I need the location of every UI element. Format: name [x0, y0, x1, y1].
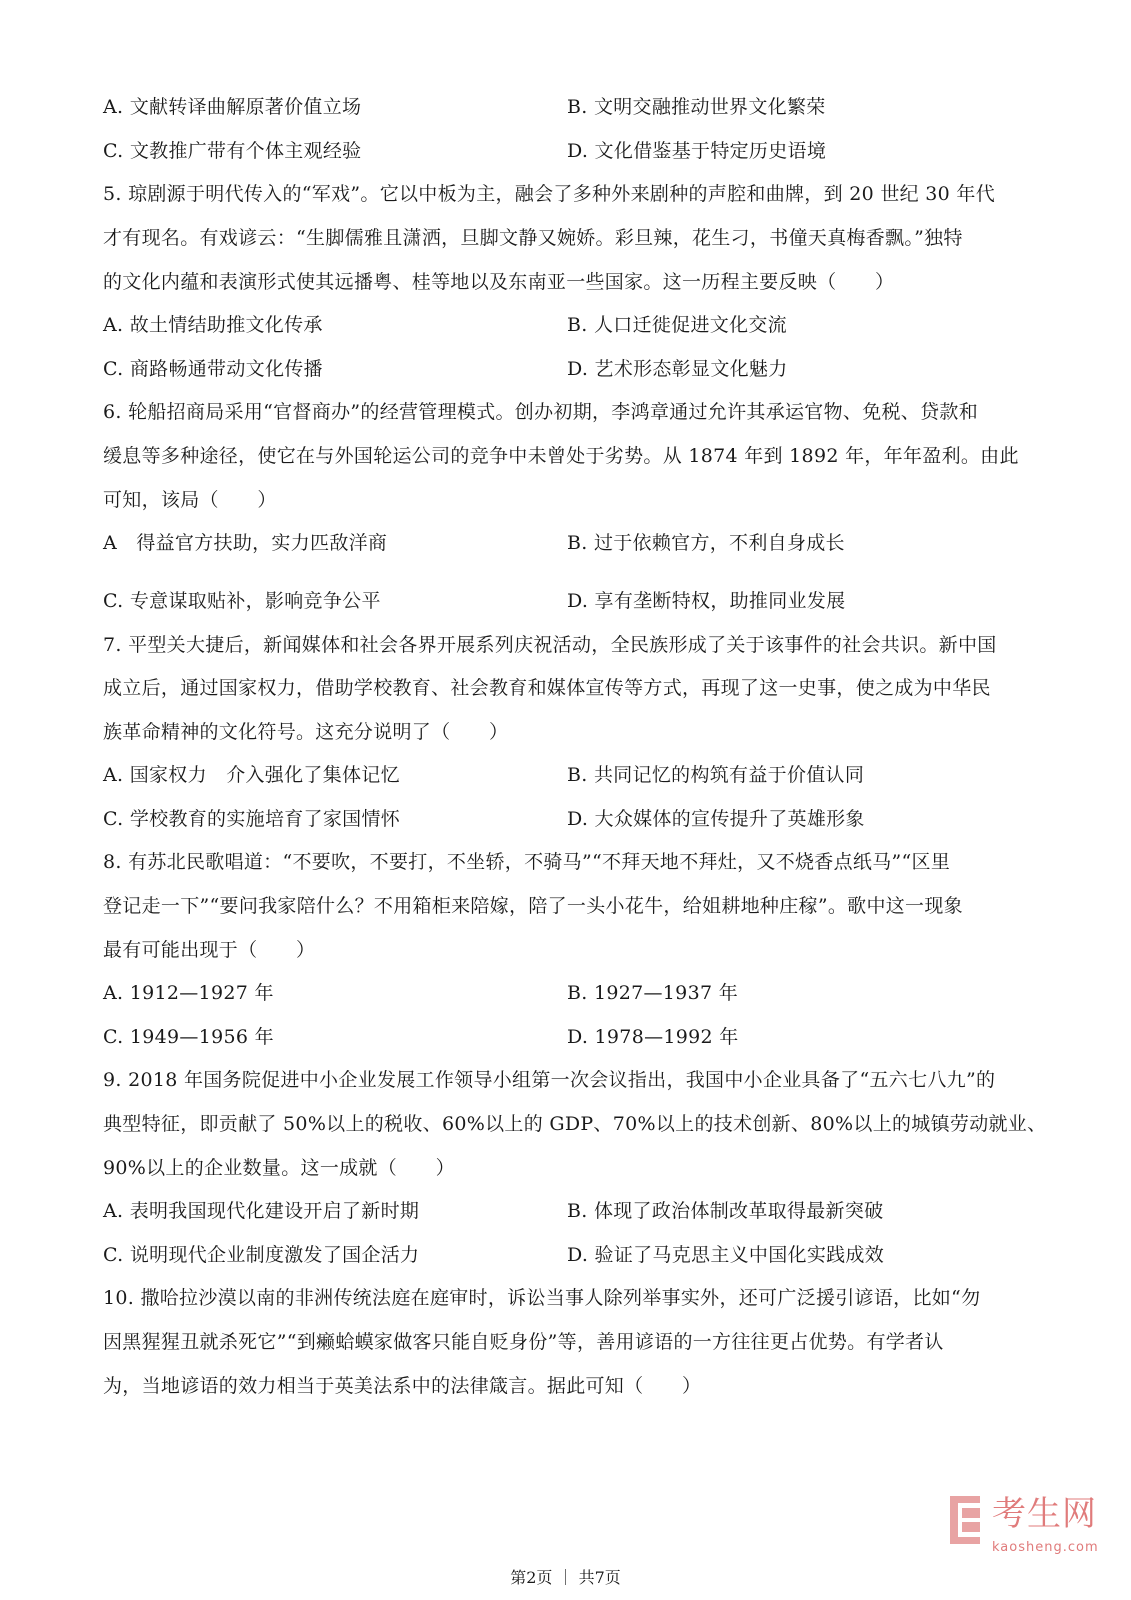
q7-option-a: A. 国家权力 介入强化了集体记忆: [103, 764, 400, 786]
q6-option-d: D. 享有垄断特权，助推同业发展: [567, 590, 846, 612]
q9-option-d: D. 验证了马克思主义中国化实践成效: [567, 1244, 885, 1266]
logo-mark-icon: [950, 1496, 986, 1544]
q5-option-d: D. 艺术形态彰显文化魅力: [567, 358, 788, 380]
q7-stem-line: 7. 平型关大捷后，新闻媒体和社会各界开展系列庆祝活动，全民族形成了关于该事件的社会共识。新中国: [103, 634, 997, 656]
q10-stem-line: 因黑猩猩丑就杀死它”“到癞蛤蟆家做客只能自贬身份”等，善用谚语的一方往往更占优势。有学者认: [103, 1331, 944, 1353]
q4-option-d: D. 文化借鉴基于特定历史语境: [567, 140, 827, 162]
q6-stem-line: 可知，该局（ ）: [103, 489, 277, 511]
q8-stem-line: 最有可能出现于（ ）: [103, 939, 316, 961]
q7-stem-line: 族革命精神的文化符号。这充分说明了（ ）: [103, 721, 509, 743]
q6-option-c: C. 专意谋取贴补，影响竞争公平: [103, 590, 381, 612]
page-footer: 第2页 ｜ 共7页: [510, 1568, 621, 1587]
q10-stem-line: 10. 撒哈拉沙漠以南的非洲传统法庭在庭审时，诉讼当事人除列举事实外，还可广泛援引谚语，比如“勿: [103, 1287, 981, 1309]
q7-option-d: D. 大众媒体的宣传提升了英雄形象: [567, 808, 865, 830]
q8-option-b: B. 1927—1937 年: [567, 982, 738, 1004]
watermark-logo: [950, 1490, 1110, 1580]
q5-option-a: A. 故土情结助推文化传承: [103, 314, 323, 336]
q9-stem-line: 9. 2018 年国务院促进中小企业发展工作领导小组第一次会议指出，我国中小企业具备了“五六七八九”的: [103, 1069, 996, 1091]
q4-option-b: B. 文明交融推动世界文化繁荣: [567, 96, 826, 118]
q8-stem-line: 登记走一下”“要问我家陪什么？不用箱柜来陪嫁，陪了一头小花牛，给姐耕地种庄稼”。歌中这一现象: [103, 895, 963, 917]
q7-stem-line: 成立后，通过国家权力，借助学校教育、社会教育和媒体宣传等方式，再现了这一史事，使之成为中华民: [103, 677, 991, 699]
q5-stem-line: 5. 琼剧源于明代传入的“军戏”。它以中板为主，融会了多种外来剧种的声腔和曲牌，到 20 世纪 30 年代: [103, 183, 996, 205]
q8-option-c: C. 1949—1956 年: [103, 1026, 274, 1048]
q9-option-b: B. 体现了政治体制改革取得最新突破: [567, 1200, 884, 1222]
watermark-domain: kaosheng.com: [992, 1540, 1099, 1555]
q6-option-a: A 得益官方扶助，实力匹敌洋商: [103, 532, 388, 554]
q9-option-a: A. 表明我国现代化建设开启了新时期: [103, 1200, 420, 1222]
q6-stem-line: 6. 轮船招商局采用“官督商办”的经营管理模式。创办初期，李鸿章通过允许其承运官物、免税、贷款和: [103, 401, 978, 423]
q7-option-b: B. 共同记忆的构筑有益于价值认同: [567, 764, 865, 786]
q8-option-d: D. 1978—1992 年: [567, 1026, 739, 1048]
q8-option-a: A. 1912—1927 年: [103, 982, 274, 1004]
q9-option-c: C. 说明现代企业制度激发了国企活力: [103, 1244, 420, 1266]
q5-option-b: B. 人口迁徙促进文化交流: [567, 314, 787, 336]
q5-stem-line: 才有现名。有戏谚云：“生脚儒雅且潇洒，旦脚文静又婉娇。彩旦辣，花生刁，书僮天真梅香飘。”独特: [103, 227, 963, 249]
q5-stem-line: 的文化内蕴和表演形式使其远播粤、桂等地以及东南亚一些国家。这一历程主要反映（ ）: [103, 271, 895, 293]
q9-stem-line: 典型特征，即贡献了 50%以上的税收、60%以上的 GDP、70%以上的技术创新、80%以上的城镇劳动就业、: [103, 1113, 1047, 1135]
q4-option-c: C. 文教推广带有个体主观经验: [103, 140, 362, 162]
q5-option-c: C. 商路畅通带动文化传播: [103, 358, 323, 380]
q7-option-c: C. 学校教育的实施培育了家国情怀: [103, 808, 401, 830]
q6-option-b: B. 过于依赖官方，不利自身成长: [567, 532, 845, 554]
q4-option-a: A. 文献转译曲解原著价值立场: [103, 96, 362, 118]
watermark-brand: 考生网: [992, 1494, 1097, 1534]
q10-stem-line: 为，当地谚语的效力相当于英美法系中的法律箴言。据此可知（ ）: [103, 1375, 702, 1397]
q6-stem-line: 缓息等多种途径，使它在与外国轮运公司的竞争中未曾处于劣势。从 1874 年到 1892 年，年年盈利。由此: [103, 445, 1019, 467]
q9-stem-line: 90%以上的企业数量。这一成就（ ）: [103, 1157, 455, 1179]
q8-stem-line: 8. 有苏北民歌唱道：“不要吹，不要打，不坐轿，不骑马”“不拜天地不拜灶，又不烧香点纸马”“区里: [103, 851, 951, 873]
